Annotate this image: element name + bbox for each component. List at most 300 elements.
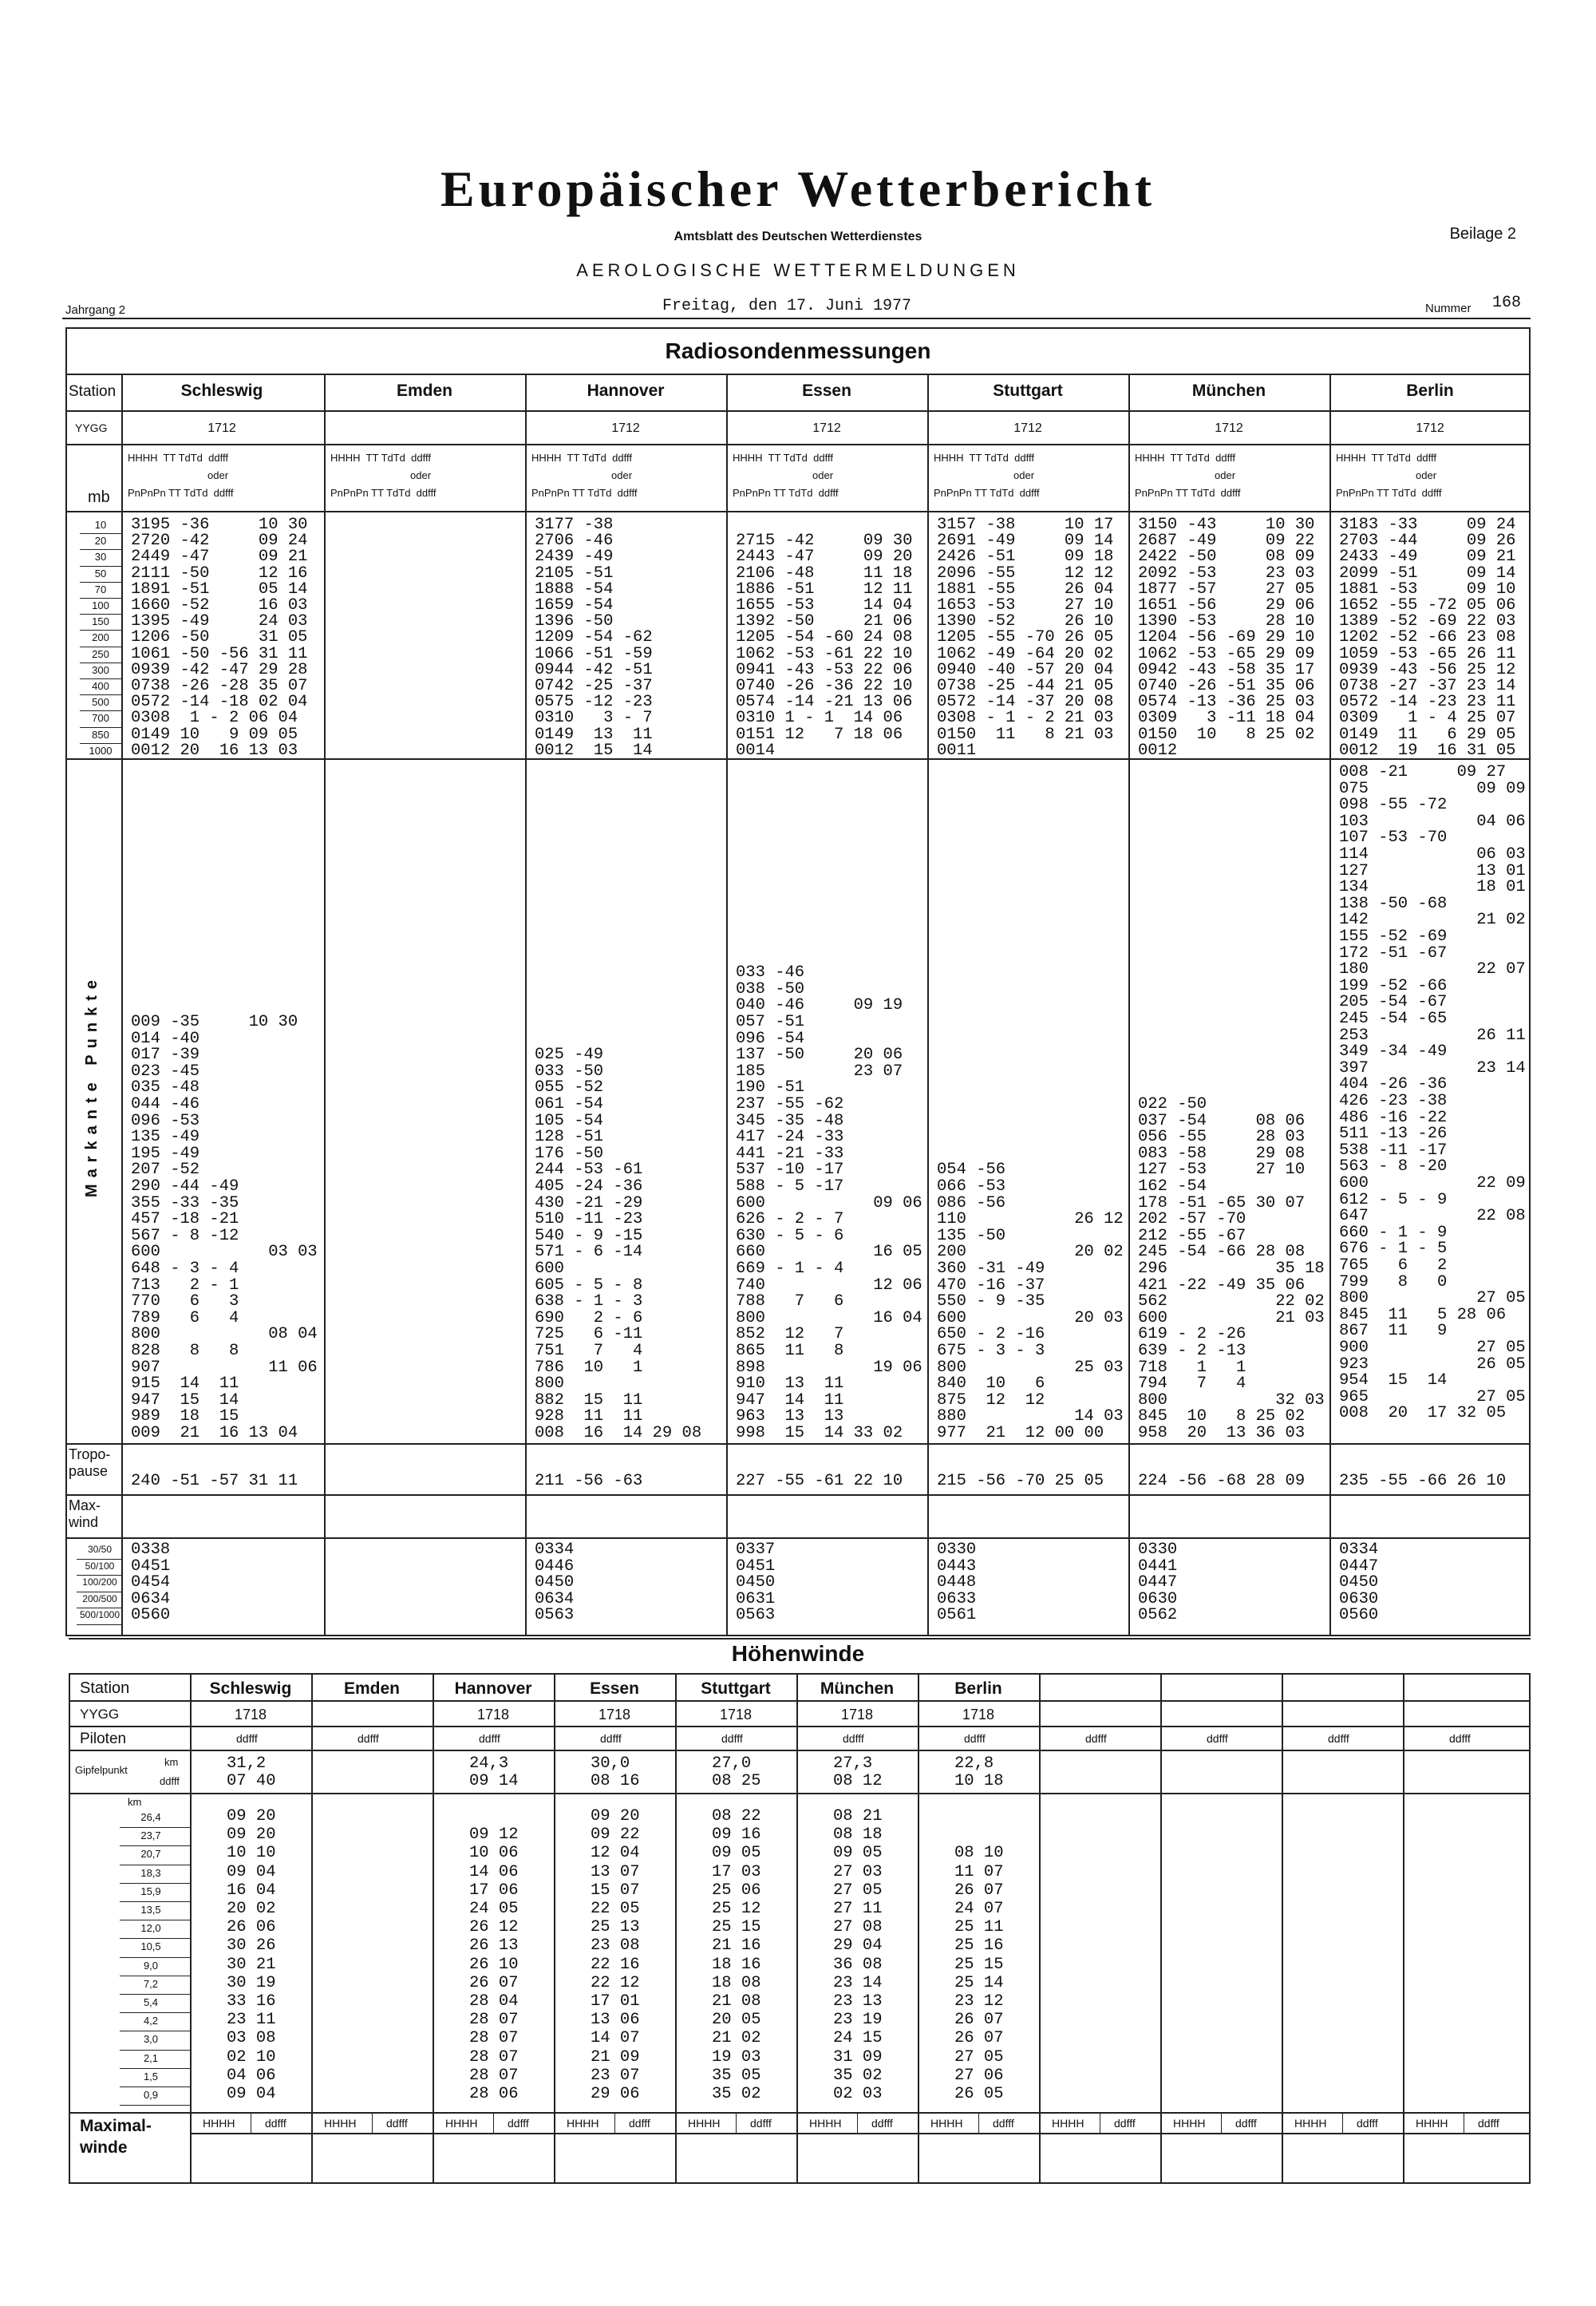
yygg-value: 1718 [840,1707,874,1723]
data-row: 1877 -57 27 05 [1138,579,1315,599]
data-row: 008 20 17 32 05 [1339,1404,1507,1423]
wind-value: 24 05 [469,1900,519,1918]
wind-value: 21 09 [591,2047,640,2067]
rule [65,444,1531,445]
maxwind-layer: 30/50 [87,1544,113,1555]
rule [65,511,1531,512]
mb-level: 200 [92,631,109,644]
mb-rule [80,566,121,567]
column-rule [190,1673,192,2184]
wind-value: 09 05 [833,1844,883,1863]
gipfelpunkt-label: Gipfelpunkt [75,1764,128,1776]
column-rule [433,1673,434,2184]
data-row: 1205 -55 -70 26 05 [937,628,1114,647]
wind-value: 36 08 [833,1955,883,1974]
column-rule [554,1673,555,2184]
data-row: 2443 -47 09 20 [736,548,913,567]
nummer-label: Nummer [1425,302,1472,315]
column-rule [736,2112,737,2133]
wind-value: 26 07 [469,1973,519,1992]
data-row: 765 6 2 [1339,1256,1448,1275]
section-heading: AEROLOGISCHE WETTERMELDUNGEN [576,260,1020,280]
data-row: 898 19 06 [736,1358,922,1377]
hhhh-header: HHHH [809,2117,842,2130]
data-row: 567 - 8 -12 [131,1226,239,1245]
tropopause-value: 235 -55 -66 26 10 [1339,1472,1507,1490]
data-row: 600 20 03 [937,1308,1124,1327]
column-rule [675,1673,677,2184]
data-row: 1655 -53 14 04 [736,596,913,615]
wind-value: 28 07 [469,2066,519,2085]
maxwind-value: 0450 [736,1573,776,1592]
data-row: 2706 -46 [535,532,614,551]
mb-rule [80,727,121,728]
rule [69,1793,1531,1794]
wind-value: 09 12 [469,1825,519,1845]
data-row: 828 8 8 [131,1342,239,1360]
maxwind-value: 0560 [1339,1606,1379,1624]
data-row: 0012 19 16 31 05 [1339,741,1516,760]
station-name: Hannover [587,382,665,400]
data-row: 2105 -51 [535,564,614,583]
data-row: 199 -52 -66 [1339,976,1448,995]
data-row: 800 [535,1375,564,1394]
data-row: 405 -24 -36 [535,1177,643,1196]
km-level: 0,9 [143,2089,159,2101]
column-rule [372,2112,373,2133]
wind-value: 29 04 [833,1936,883,1956]
data-row: 1059 -53 -65 26 11 [1339,644,1516,663]
data-row: 0150 11 8 21 03 [937,725,1114,744]
km-rule [120,1938,190,1939]
wind-value: 27 03 [833,1862,883,1881]
ddfff-header: ddfff [1085,1732,1107,1745]
km-rule [120,2068,190,2069]
wind-value: 18 08 [712,1973,761,1992]
header-row-2: PnPnPn TT TdTd ddfff [330,487,437,499]
mb-rule [80,582,121,583]
data-row: 2691 -49 09 14 [937,532,1114,551]
data-row: 2687 -49 09 22 [1138,532,1315,551]
data-row: 135 -49 [131,1128,200,1147]
piloten-label: Piloten [80,1730,127,1747]
data-row: 0575 -12 -23 [535,693,653,712]
data-row: 713 2 - 1 [131,1276,239,1295]
data-row: 355 -33 -35 [131,1193,239,1212]
wind-value: 20 05 [712,2011,761,2030]
wind-value: 10 10 [227,1844,276,1863]
data-row: 033 -50 [535,1062,604,1081]
data-row: 1660 -52 16 03 [131,596,308,615]
data-row: 128 -51 [535,1128,604,1147]
gipfel-ddfff: 08 16 [591,1772,640,1790]
maxwind-value: 0330 [937,1541,977,1559]
wind-value: 27 08 [833,1918,883,1937]
gipfel-km: 31,2 [227,1754,267,1773]
ddfff-header: ddfff [750,2117,772,2130]
wind-value: 14 07 [591,2029,640,2048]
gipfel-km: 27,3 [833,1754,873,1773]
wind-value: 26 07 [954,2029,1004,2048]
wind-value: 28 04 [469,1992,519,2011]
data-row: 1392 -50 21 06 [736,612,913,631]
km-rule [120,1901,190,1902]
data-row: 511 -13 -26 [1339,1125,1448,1144]
mb-level: 30 [94,551,107,564]
radiosonden-title: Radiosondenmessungen [665,338,931,363]
station-name: Stuttgart [993,382,1063,400]
data-row: 588 - 5 -17 [736,1177,844,1196]
header-row-2: PnPnPn TT TdTd ddfff [934,487,1040,499]
mb-level: 100 [92,599,109,611]
data-row: 014 -40 [131,1029,200,1048]
data-row: 0012 [1138,741,1178,760]
data-row: 800 27 05 [1339,1289,1526,1308]
wind-value: 23 19 [833,2011,883,2030]
column-rule [324,374,326,1635]
data-row: 178 -51 -65 30 07 [1138,1193,1306,1212]
km-level: 3,0 [143,2033,159,2046]
wind-value: 26 10 [469,1955,519,1974]
wind-value: 21 16 [712,1936,761,1956]
header-oder: oder [1013,469,1035,481]
wind-value: 17 01 [591,1992,640,2011]
data-row: 2426 -51 09 18 [937,548,1114,567]
tropopause-value: 227 -55 -61 22 10 [736,1472,903,1490]
data-row: 799 8 0 [1339,1272,1448,1291]
data-row: 660 - 1 - 9 [1339,1223,1448,1242]
data-row: 207 -52 [131,1161,200,1180]
mb-level: 850 [92,728,109,741]
data-row: 725 6 -11 [535,1325,643,1344]
wind-value: 33 16 [227,1992,276,2011]
maxwind-value: 0454 [131,1573,171,1592]
data-row: 430 -21 -29 [535,1193,643,1212]
data-row: 740 12 06 [736,1276,922,1295]
data-row: 105 -54 [535,1111,604,1130]
data-row: 786 10 1 [535,1358,643,1377]
ddfff-header: ddfff [1357,2117,1378,2130]
ddfff-header: ddfff [386,2117,408,2130]
data-row: 200 20 02 [937,1243,1124,1262]
header-oder: oder [812,469,834,481]
station-name: Emden [396,382,452,400]
data-row: 0944 -42 -51 [535,660,653,679]
maxwind-value: 0446 [535,1556,575,1576]
data-row: 1888 -54 [535,579,614,599]
yygg-value: 1712 [611,421,640,435]
yygg-value: 1718 [719,1707,753,1723]
yygg-value: 1712 [207,421,236,435]
data-row: 110 26 12 [937,1210,1124,1229]
wind-value: 35 02 [833,2066,883,2085]
data-row: 605 - 5 - 8 [535,1276,643,1295]
wind-value: 35 05 [712,2066,761,2085]
wind-value: 27 06 [954,2066,1004,2085]
station-name: Berlin [954,1679,1002,1698]
data-row: 880 14 03 [937,1407,1124,1426]
data-row: 840 10 6 [937,1375,1045,1394]
mb-rule [80,759,121,760]
data-row: 600 09 06 [736,1193,922,1212]
data-row: 0151 12 7 18 06 [736,725,903,744]
wind-value: 28 06 [469,2085,519,2103]
data-row: 114 06 03 [1339,845,1526,864]
km-level: 15,9 [140,1885,161,1897]
maxwind-label: Max- wind [69,1497,101,1530]
wind-value: 03 08 [227,2029,276,2048]
column-rule [1221,2112,1222,2133]
yygg-value: 1712 [812,421,841,435]
maxwind-value: 0630 [1339,1589,1379,1608]
rule [190,2133,1531,2134]
data-row: 639 - 2 -13 [1138,1342,1246,1360]
data-row: 600 03 03 [131,1243,318,1262]
data-row: 096 -53 [131,1111,200,1130]
maxwind-value: 0338 [131,1541,171,1559]
data-row: 1881 -55 26 04 [937,579,1114,599]
data-row: 910 13 11 [736,1375,844,1394]
data-row: 008 16 14 29 08 [535,1424,702,1442]
data-row: 600 22 09 [1339,1174,1526,1193]
maxwind-value: 0334 [1339,1541,1379,1559]
hhhh-header: HHHH [445,2117,478,2130]
station-name: Schleswig [180,382,263,400]
data-row: 008 -21 09 27 [1339,763,1507,781]
yygg-label: YYGG [80,1707,120,1722]
data-row: 1062 -49 -64 20 02 [937,644,1114,663]
wind-value: 23 08 [591,1936,640,1956]
rule [69,1700,1531,1702]
wind-value: 26 07 [954,1881,1004,1900]
wind-value: 28 07 [469,2029,519,2048]
gipfel-km: 27,0 [712,1754,752,1773]
km-label: km [128,1796,142,1808]
km-level: 12,0 [140,1922,161,1935]
km-level: 10,5 [140,1940,161,1953]
data-row: 426 -23 -38 [1339,1092,1448,1110]
wind-value: 08 18 [833,1825,883,1845]
km-level: 9,0 [143,1959,159,1972]
maxwind-value: 0563 [535,1606,575,1624]
column-rule [1342,2112,1343,2133]
issue-number: 168 [1492,294,1522,312]
gipfel-ddfff: 10 18 [954,1772,1004,1790]
data-row: 648 - 3 - 4 [131,1260,239,1278]
data-row: 0941 -43 -53 22 06 [736,660,913,679]
maxwind-value: 0562 [1138,1606,1178,1624]
data-row: 845 11 5 28 06 [1339,1305,1507,1324]
data-row: 055 -52 [535,1078,604,1098]
data-row: 0014 [736,741,776,760]
data-row: 1206 -50 31 05 [131,628,308,647]
data-row: 865 11 8 [736,1342,844,1360]
maxwind-value: 0447 [1138,1573,1178,1592]
maxwind-value: 0561 [937,1606,977,1624]
station-label: Station [80,1679,130,1697]
header-row-1: HHHH TT TdTd ddfff [330,452,431,464]
column-rule [525,374,527,1635]
data-row: 172 -51 -67 [1339,943,1448,963]
yygg-value: 1712 [1416,421,1444,435]
ddfff-header: ddfff [1478,2117,1499,2130]
station-label: Station [69,383,117,400]
wind-value: 23 12 [954,1992,1004,2011]
data-row: 237 -55 -62 [736,1095,844,1113]
wind-value: 22 16 [591,1955,640,1974]
maxwind-layer: 50/100 [85,1560,115,1572]
data-row: 1066 -51 -59 [535,644,653,663]
ddfff-header: ddfff [358,1732,379,1745]
hhhh-header: HHHH [1173,2117,1206,2130]
maximalwinde-label: Maximal- winde [80,2117,152,2158]
data-row: 2422 -50 08 09 [1138,548,1315,567]
data-row: 0309 3 -11 18 04 [1138,709,1315,728]
data-row: 040 -46 09 19 [736,996,903,1015]
wind-value: 22 12 [591,1973,640,1992]
wind-value: 27 11 [833,1900,883,1918]
data-row: 0940 -40 -57 20 04 [937,660,1114,679]
data-row: 0150 10 8 25 02 [1138,725,1315,744]
data-row: 0310 1 - 1 14 06 [736,709,903,728]
data-row: 138 -50 -68 [1339,894,1448,913]
data-row: 470 -16 -37 [937,1276,1045,1295]
header-rule [62,318,1531,319]
data-row: 571 - 6 -14 [535,1243,643,1262]
data-row: 1061 -50 -56 31 11 [131,644,308,663]
station-name: Hannover [454,1679,532,1698]
data-row: 349 -34 -49 [1339,1042,1448,1062]
data-row: 162 -54 [1138,1177,1207,1196]
data-row: 083 -58 29 08 [1138,1144,1306,1163]
maxwind-value: 0450 [535,1573,575,1592]
data-row: 195 -49 [131,1144,200,1163]
data-row: 947 14 11 [736,1390,844,1410]
data-row: 2099 -51 09 14 [1339,564,1516,583]
hhhh-header: HHHH [203,2117,235,2130]
column-rule [614,2112,615,2133]
data-row: 0309 1 - 4 25 07 [1339,709,1516,728]
data-row: 923 26 05 [1339,1355,1526,1374]
data-row: 244 -53 -61 [535,1161,643,1180]
rule [65,1494,1531,1496]
data-row: 2439 -49 [535,548,614,567]
gipfel-ddfff: 08 25 [712,1772,761,1790]
yygg-label: YYGG [75,421,108,434]
km-label: km [164,1756,179,1768]
column-rule [1282,1673,1283,2184]
tropopause-label: Tropo- pause [69,1446,111,1479]
wind-value: 08 21 [833,1807,883,1825]
spacer [69,1638,1531,1640]
header-oder: oder [1215,469,1236,481]
ddfff-header: ddfff [1207,1732,1228,1745]
header-row-1: HHHH TT TdTd ddfff [1336,452,1436,464]
data-row: 2715 -42 09 30 [736,532,913,551]
km-level: 2,1 [143,2051,159,2064]
data-row: 038 -50 [736,979,805,999]
wind-value: 30 19 [227,1973,276,1992]
data-row: 054 -56 [937,1161,1006,1180]
data-row: 989 18 15 [131,1407,239,1426]
wind-value: 10 06 [469,1844,519,1863]
km-rule [120,1845,190,1846]
data-row: 650 - 2 -16 [937,1325,1045,1344]
data-row: 057 -51 [736,1013,805,1031]
data-row: 1062 -53 -61 22 10 [736,644,913,663]
ddfff-header: ddfff [1235,2117,1257,2130]
data-row: 510 -11 -23 [535,1210,643,1229]
yygg-value: 1718 [234,1707,267,1723]
wind-value: 04 06 [227,2066,276,2085]
wind-value: 17 06 [469,1881,519,1900]
data-row: 647 22 08 [1339,1207,1526,1226]
mb-level: 150 [92,615,109,628]
data-row: 056 -55 28 03 [1138,1128,1306,1147]
maxwind-value: 0631 [736,1589,776,1608]
ddfff-header: ddfff [479,1732,500,1745]
station-name: Berlin [1406,382,1454,400]
wind-value: 17 03 [712,1862,761,1881]
wind-value: 26 12 [469,1918,519,1937]
data-row: 0149 11 6 29 05 [1339,725,1516,744]
ddfff-header: ddfff [721,1732,743,1745]
ddfff-header: ddfff [993,2117,1014,2130]
wind-value: 09 05 [712,1844,761,1863]
maxwind-value: 0451 [131,1556,171,1576]
data-row: 486 -16 -22 [1339,1108,1448,1127]
km-level: 4,2 [143,2015,159,2027]
data-row: 852 12 7 [736,1325,844,1344]
wind-value: 09 20 [227,1807,276,1825]
station-name: Essen [590,1679,639,1698]
wind-value: 30 26 [227,1936,276,1956]
data-row: 190 -51 [736,1078,805,1098]
data-row: 137 -50 20 06 [736,1046,903,1065]
wind-value: 12 04 [591,1844,640,1863]
wind-value: 25 16 [954,1936,1004,1956]
data-row: 360 -31 -49 [937,1260,1045,1278]
data-row: 205 -54 -67 [1339,993,1448,1012]
beilage-label: Beilage 2 [1449,225,1516,243]
wind-value: 26 05 [954,2085,1004,2103]
tropopause-value: 211 -56 -63 [535,1472,643,1490]
data-row: 770 6 3 [131,1292,239,1311]
data-row: 1204 -56 -69 29 10 [1138,628,1315,647]
data-row: 0939 -43 -56 25 12 [1339,660,1516,679]
maxwind-value: 0451 [736,1556,776,1576]
km-level: 20,7 [140,1848,161,1861]
data-row: 3177 -38 [535,516,614,534]
wind-value: 08 22 [712,1807,761,1825]
data-row: 977 21 12 00 00 [937,1424,1104,1442]
column-rule [927,374,929,1635]
data-row: 0149 10 9 09 05 [131,725,298,744]
mb-level: 400 [92,680,109,692]
data-row: 035 -48 [131,1078,200,1098]
data-row: 867 11 9 [1339,1322,1448,1341]
maxwind-value: 0447 [1339,1556,1379,1576]
header-oder: oder [410,469,432,481]
station-name: München [1191,382,1266,400]
data-row: 1390 -53 28 10 [1138,612,1315,631]
ddfff-header: ddfff [1449,1732,1471,1745]
wind-value: 30 21 [227,1955,276,1974]
maxwind-value: 0443 [937,1556,977,1576]
data-row: 563 - 8 -20 [1339,1157,1448,1177]
data-row: 0939 -42 -47 29 28 [131,660,308,679]
page-title: Europäischer Wetterbericht [440,160,1156,217]
